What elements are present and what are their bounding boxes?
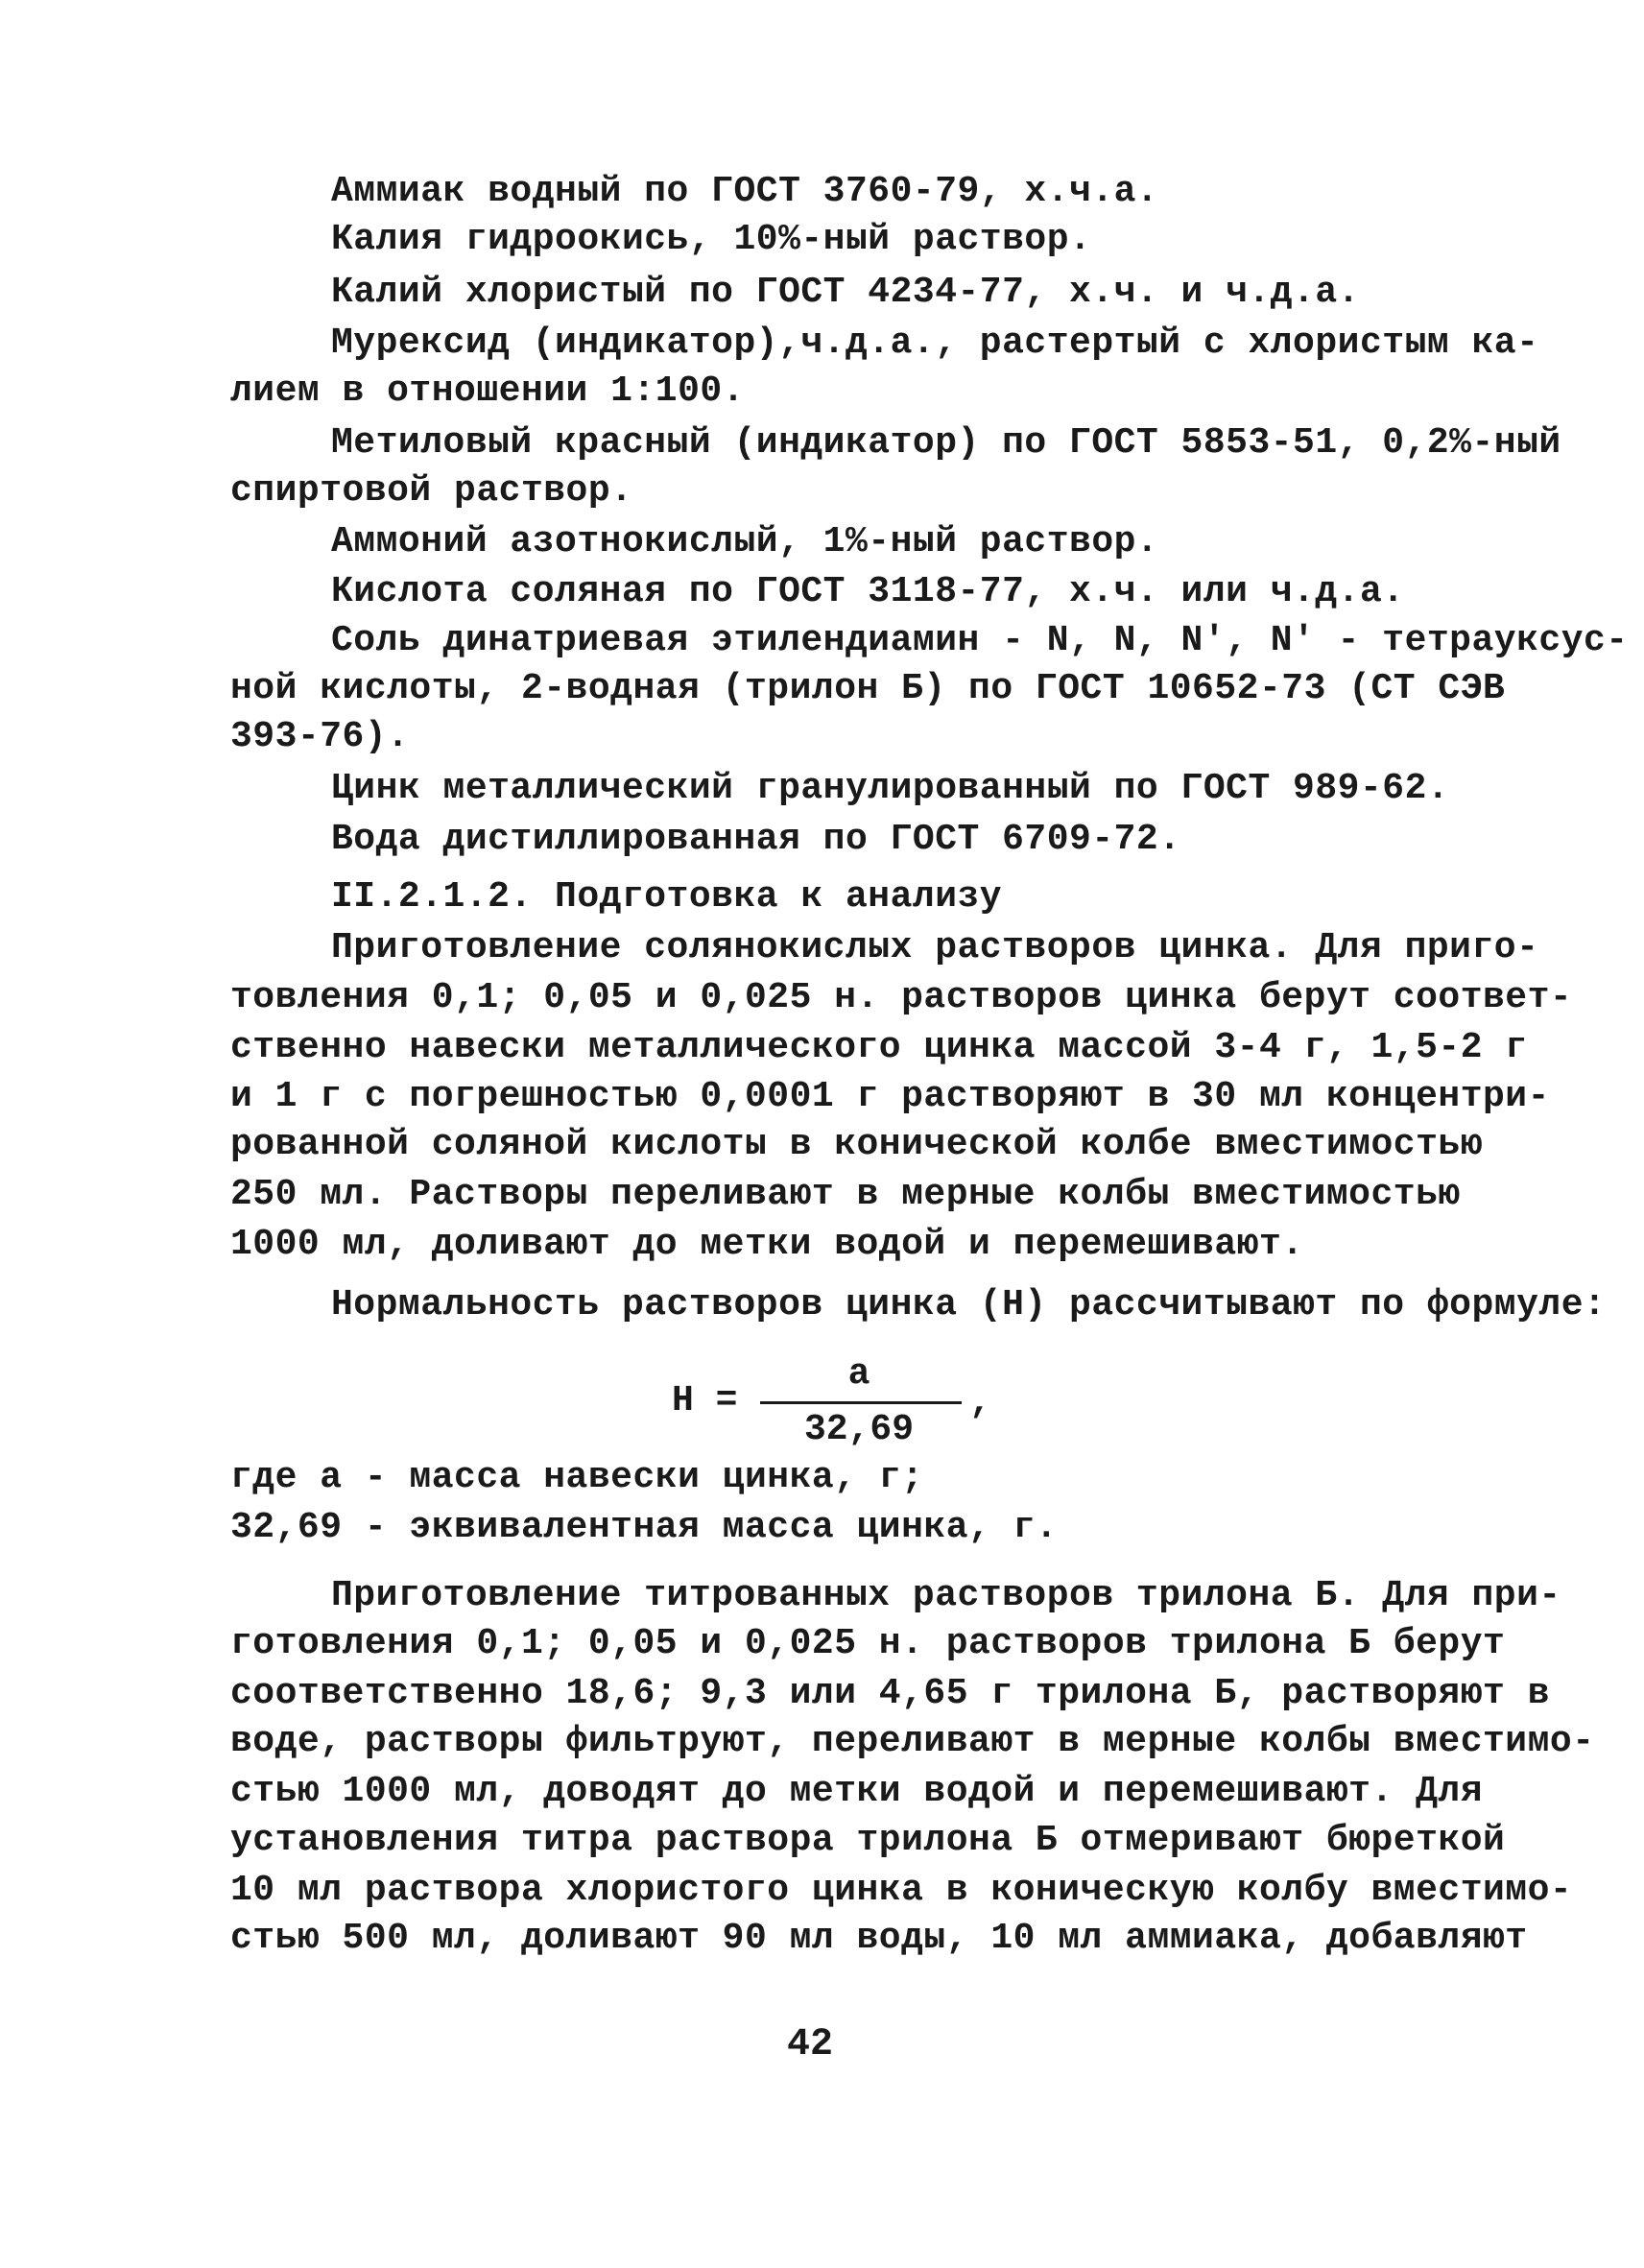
text-line: Калия гидроокись, 10%-ный раствор. — [331, 219, 1092, 260]
text-line: где а - масса навески цинка, г; — [230, 1457, 924, 1498]
text-line: Метиловый красный (индикатор) по ГОСТ 5853-51, 0,2%-ный — [331, 422, 1561, 464]
section-heading: II.2.1.2. Подготовка к анализу — [331, 876, 1003, 918]
text-line: лием в отношении 1:100. — [230, 370, 745, 412]
text-line: Калий хлористый по ГОСТ 4234-77, х.ч. и ч.д.а. — [331, 272, 1360, 313]
text-line: Аммоний азотнокислый, 1%-ный раствор. — [331, 521, 1159, 562]
text-line: соответственно 18,6; 9,3 или 4,65 г трилона Б, растворяют в — [230, 1673, 1550, 1714]
text-line: Приготовление солянокислых растворов цинка. Для приго- — [331, 927, 1539, 968]
fraction-bar — [760, 1401, 962, 1404]
text-line: установления титра раствора трилона Б отмеривают бюреткой — [230, 1820, 1506, 1861]
text-line: Аммиак водный по ГОСТ 3760-79, х.ч.а. — [331, 171, 1159, 212]
text-line: воде, растворы фильтруют, переливают в мерные колбы вместимо- — [230, 1721, 1595, 1762]
text-line: и 1 г с погрешностью 0,0001 г растворяют в 30 мл концентри- — [230, 1076, 1550, 1117]
text-line: 1000 мл, доливают до метки водой и перемешивают. — [230, 1224, 1304, 1265]
text-line: товления 0,1; 0,05 и 0,025 н. растворов цинка берут соответ- — [230, 977, 1573, 1018]
text-line: 250 мл. Растворы переливают в мерные колбы вместимостью — [230, 1174, 1461, 1215]
text-line: 393-76). — [230, 716, 410, 757]
text-line: спиртовой раствор. — [230, 470, 633, 512]
page-number: 42 — [787, 2023, 834, 2066]
formula-denominator: 32,69 — [803, 1409, 915, 1450]
text-line: стью 1000 мл, доводят до метки водой и перемешивают. Для — [230, 1771, 1484, 1812]
text-line: Мурексид (индикатор),ч.д.а., растертый с хлористым ка- — [331, 322, 1539, 364]
text-line: Нормальность растворов цинка (Н) рассчитывают по формуле: — [331, 1284, 1607, 1325]
text-line: стью 500 мл, доливают 90 мл воды, 10 мл аммиака, добавляют — [230, 1918, 1528, 1959]
text-line: Кислота соляная по ГОСТ 3118-77, х.ч. или ч.д.а. — [331, 571, 1405, 612]
normality-formula — [672, 1353, 1017, 1468]
text-line: 10 мл раствора хлористого цинка в коническую колбу вместимо- — [230, 1870, 1573, 1911]
formula-trail: , — [969, 1382, 991, 1423]
formula-numerator: а — [847, 1353, 870, 1395]
formula-lhs: Н = — [672, 1380, 738, 1421]
text-line: ственно навески металлического цинка массой 3-4 г, 1,5-2 г — [230, 1027, 1528, 1068]
text-line: рованной соляной кислоты в конической колбе вместимостью — [230, 1124, 1484, 1165]
text-line: Приготовление титрованных растворов трилона Б. Для при- — [331, 1575, 1561, 1616]
text-line: ной кислоты, 2-водная (трилон Б) по ГОСТ 10652-73 (СТ СЭВ — [230, 668, 1506, 709]
text-line: 32,69 - эквивалентная масса цинка, г. — [230, 1507, 1059, 1548]
text-line: Вода дистиллированная по ГОСТ 6709-72. — [331, 819, 1181, 860]
text-line: Соль динатриевая этилендиамин - N, N, N', N' - тетрауксус- — [331, 620, 1629, 661]
text-line: Цинк металлический гранулированный по ГОСТ 989-62. — [331, 768, 1450, 809]
text-line: готовления 0,1; 0,05 и 0,025 н. растворов трилона Б берут — [230, 1623, 1506, 1664]
